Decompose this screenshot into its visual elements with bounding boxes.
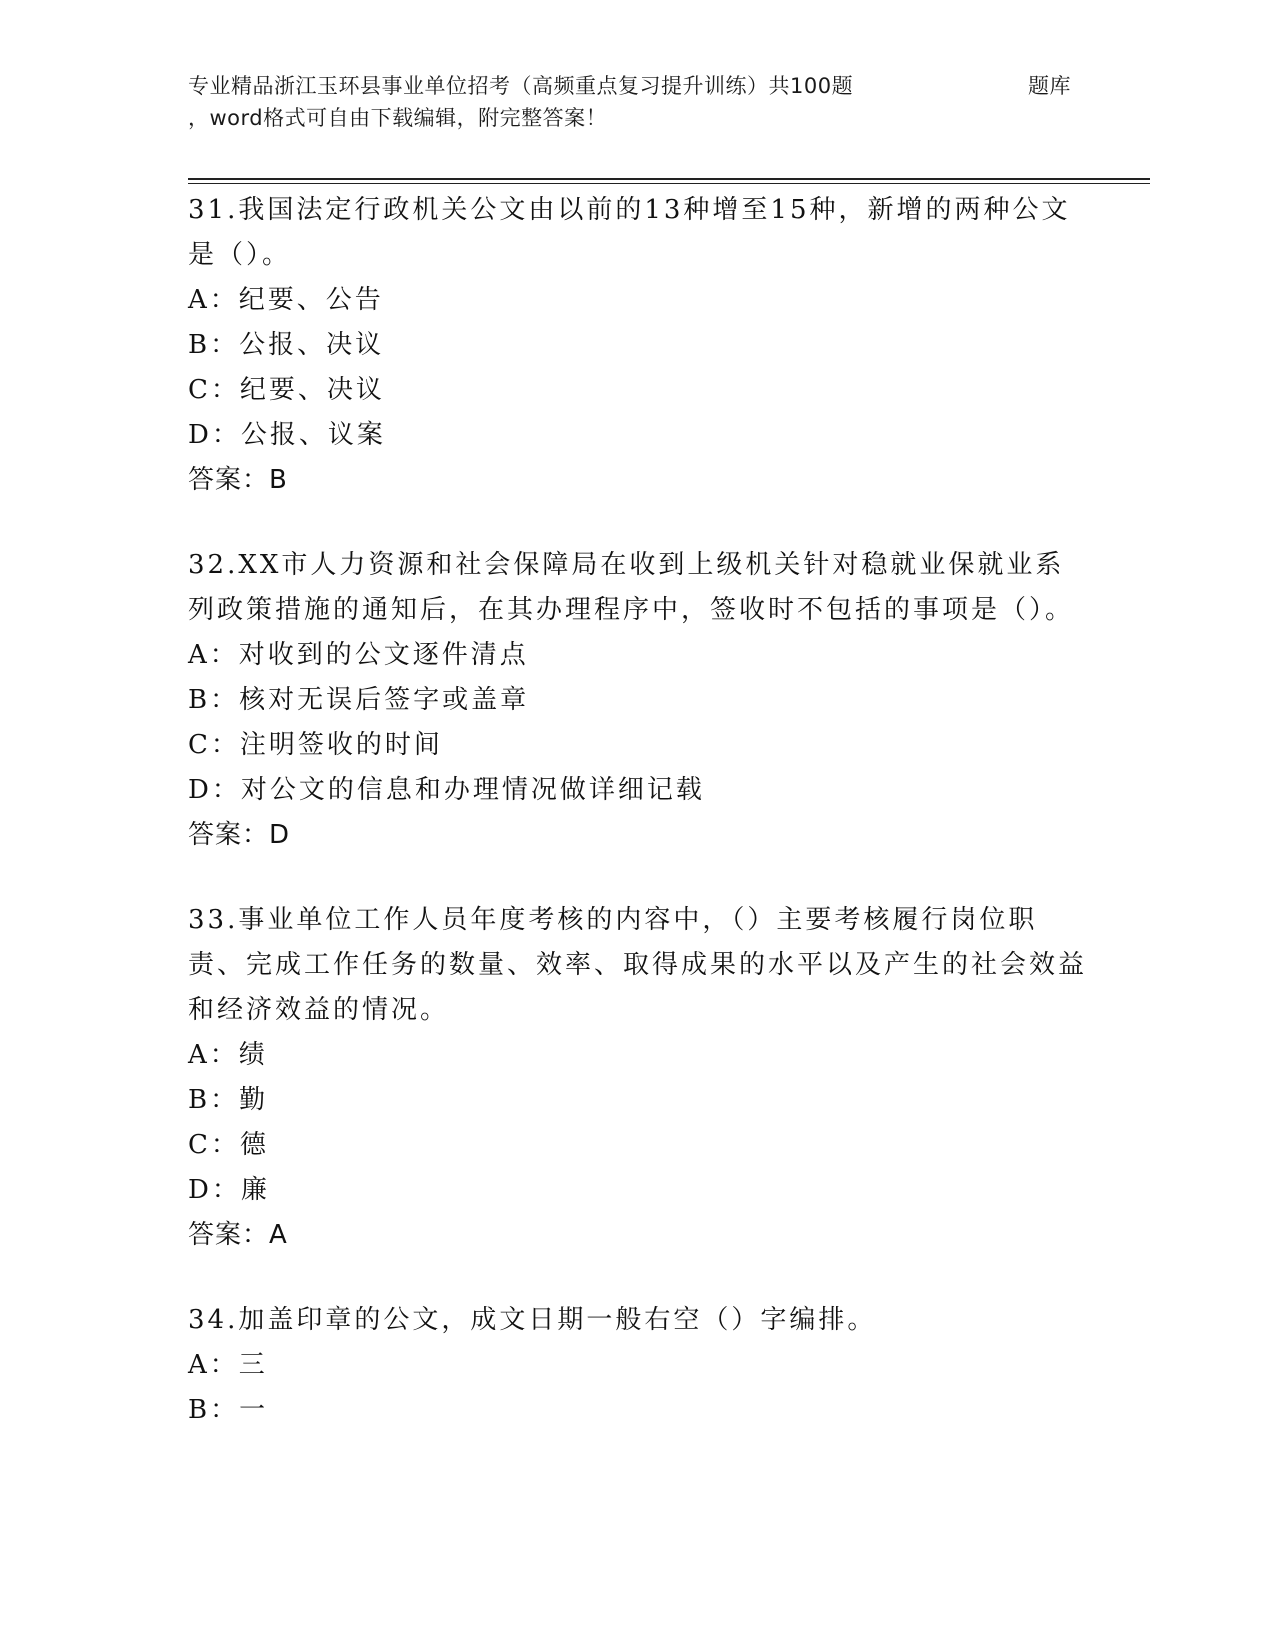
option-b: B：核对无误后签字或盖章 [188,685,530,715]
page-header [188,70,1088,134]
header-subtitle: ，word格式可自由下载编辑，附完整答案！ [188,106,608,130]
header-tag: 题库 [1028,74,1071,98]
answer: 答案：B [188,465,288,495]
question-33 [188,898,1088,1258]
question-list [188,188,1088,1473]
question-32 [188,543,1088,858]
question-stem: 32.XX市人力资源和社会保障局在收到上级机关针对稳就业保就业系列政策措施的通知后，在其办理程序中，签收时不包括的事项是（）。 [188,550,1075,625]
option-a: A：对收到的公文逐件清点 [188,640,529,670]
question-31 [188,188,1088,503]
answer: 答案：A [188,1220,288,1250]
option-d: D：对公文的信息和办理情况做详细记载 [188,775,705,805]
option-b: B：勤 [188,1085,269,1115]
header-rule-thin [188,183,1150,184]
header-title: 专业精品浙江玉环县事业单位招考（高频重点复习提升训练）共100题 [188,74,854,98]
option-b: B：公报、决议 [188,330,385,360]
option-b: B：一 [188,1395,269,1425]
question-stem: 31.我国法定行政机关公文由以前的13种增至15种，新增的两种公文是（）。 [188,195,1071,270]
answer: 答案：D [188,820,291,850]
question-stem: 34.加盖印章的公文，成文日期一般右空（）字编排。 [188,1305,877,1335]
option-c: C：注明签收的时间 [188,730,443,760]
question-stem: 33.事业单位工作人员年度考核的内容中，（）主要考核履行岗位职责、完成工作任务的数量、效率、取得成果的水平以及产生的社会效益和经济效益的情况。 [188,905,1088,1025]
option-a: A：绩 [188,1040,268,1070]
header-rule-thick [188,178,1150,180]
option-d: D：公报、议案 [188,420,386,450]
option-a: A：纪要、公告 [188,285,384,315]
option-c: C：德 [188,1130,269,1160]
question-34 [188,1298,1088,1433]
option-c: C：纪要、决议 [188,375,385,405]
option-d: D：廉 [188,1175,270,1205]
option-a: A：三 [188,1350,268,1380]
